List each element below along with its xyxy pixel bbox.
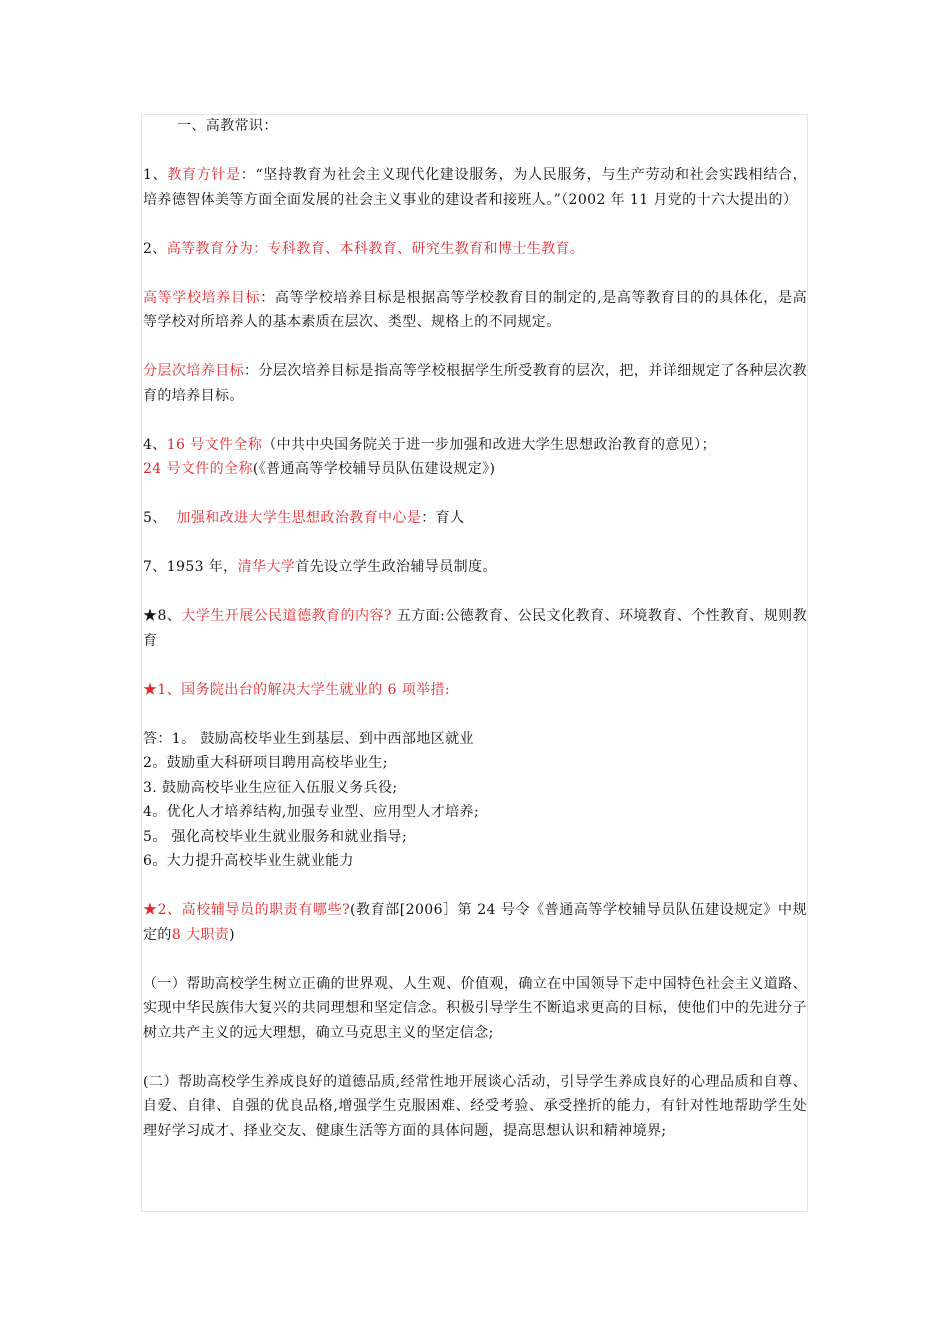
answer-line: 答：1。 鼓励高校毕业生到基层、到中西部地区就业 bbox=[143, 730, 474, 747]
item-number: 4、 bbox=[143, 436, 167, 453]
item-civic-education bbox=[143, 604, 807, 653]
item-text: 五方面:公德教育、公民文化教育、环境教育、个性教育、规则教育 bbox=[143, 608, 807, 649]
item-label: 16 号文件全称 bbox=[166, 436, 263, 453]
answer-line: 2。鼓励重大科研项目聘用高校毕业生; bbox=[143, 755, 388, 771]
answer-line: 6。大力提升高校毕业生就业能力 bbox=[143, 853, 354, 869]
item-label: 大学生开展公民道德教育的内容? bbox=[181, 608, 392, 624]
item-label: 24 号文件的全称 bbox=[143, 461, 253, 477]
item-label: ★2、高校辅导员的职责有哪些? bbox=[143, 902, 350, 918]
item-label: 清华大学 bbox=[237, 559, 296, 575]
item-text: (《普通高等学校辅导员队伍建设规定》) bbox=[252, 461, 496, 477]
item-label: 8 大职责 bbox=[171, 926, 230, 943]
answer-line: 5。 强化高校毕业生就业服务和就业指导; bbox=[143, 828, 408, 845]
duty-paragraph-2: (二）帮助高校学生养成良好的道德品质,经常性地开展谈心活动，引导学生养成良好的心理品质和自尊、自爱、自律、自强的优良品格,增强学生克服困难、经受考验、承受挫折的能力，有针对性地帮助学生处理好学习成才、择业交友、健康生活等方面的具体问题，提高思想认识和精神境界; bbox=[143, 1073, 807, 1139]
section-heading: 一、高教常识： bbox=[177, 118, 278, 134]
item-label: 教育方针是 bbox=[167, 167, 241, 183]
item-number: 2、 bbox=[143, 240, 167, 257]
item-number: 1、 bbox=[143, 167, 168, 183]
item-higher-education-types bbox=[143, 237, 807, 262]
item-prefix: 7、1953 年， bbox=[143, 559, 238, 575]
item-text: ：分层次培养目标是指高等学校根据学生所受教育的层次，把，并详细规定了各种层次教育的培养目标。 bbox=[143, 363, 807, 404]
item-document-24 bbox=[143, 457, 807, 482]
counselor-duties-heading bbox=[143, 898, 807, 947]
item-text: （中共中央国务院关于进一步加强和改进大学生思想政治教育的意见）； bbox=[262, 436, 716, 453]
item-education-policy bbox=[143, 163, 807, 212]
employment-measures-heading: ★1、国务院出台的解决大学生就业的 6 项举措: bbox=[143, 681, 451, 698]
item-label: 加强和改进大学生思想政治教育中心是 bbox=[176, 510, 422, 526]
item-document-16 bbox=[143, 433, 807, 458]
item-text: ：高等学校培养目标是根据高等学校教育目的制定的,是高等教育目的的具体化，是高等学校对所培养人的基本素质在层次、类型、规格上的不同规定。 bbox=[143, 289, 807, 330]
answer-line: 4。优化人才培养结构,加强专业型、应用型人才培养; bbox=[143, 804, 480, 820]
item-label: 高等学校培养目标 bbox=[143, 289, 261, 306]
star-marker: ★8、 bbox=[143, 608, 182, 624]
item-training-goal bbox=[143, 286, 807, 335]
answer-line: 3. 鼓励高校毕业生应征入伍服义务兵役; bbox=[143, 779, 398, 796]
item-text: 高等教育分为：专科教育、本科教育、研究生教育和博士生教育。 bbox=[166, 240, 585, 257]
item-label: 分层次培养目标 bbox=[143, 363, 245, 379]
item-layered-goal bbox=[143, 359, 807, 408]
item-text: (教育部[2006］第 24 号令《普通高等学校辅导员队伍建设规定》中规定的 bbox=[143, 902, 807, 943]
document-body bbox=[143, 114, 807, 1143]
item-text: ) bbox=[229, 926, 236, 943]
item-text: ：“坚持教育为社会主义现代化建设服务，为人民服务，与生产劳动和社会实践相结合，培养德智体美等方面全面发展的社会主义事业的建设者和接班人。”（2002 年 11 月党的十六大提出的） bbox=[143, 167, 807, 208]
item-number: 5、 bbox=[143, 510, 167, 526]
item-ideological-center bbox=[143, 506, 807, 531]
item-tsinghua bbox=[143, 555, 807, 580]
item-text: 首先设立学生政治辅导员制度。 bbox=[295, 559, 497, 575]
duty-paragraph-1: （一）帮助高校学生树立正确的世界观、人生观、价值观，确立在中国领导下走中国特色社会主义道路、实现中华民族伟大复兴的共同理想和坚定信念。积极引导学生不断追求更高的目标，使他们中的先进分子树立共产主义的远大理想，确立马克思主义的坚定信念; bbox=[143, 975, 807, 1041]
item-text: ：育人 bbox=[421, 510, 465, 526]
